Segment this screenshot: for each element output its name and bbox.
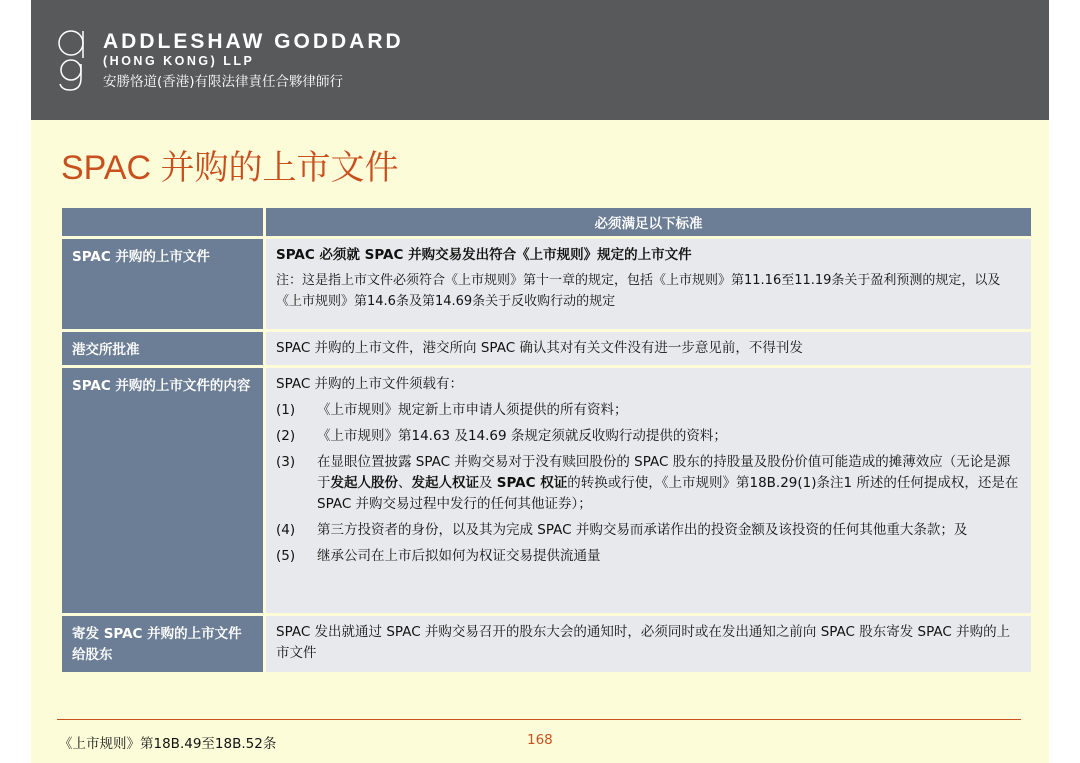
list-item [276,400,1021,421]
header-bar [31,0,1049,120]
row-content-document-contents [266,368,1031,613]
row-label-dispatch-to-shareholders: 寄发 SPAC 并购的上市文件给股东 [62,616,263,672]
firm-subtitle: (HONG KONG) LLP [103,54,255,68]
list-item-text-part: 及 [479,475,497,491]
page-title: SPAC 并购的上市文件 [61,149,399,187]
list-item-text-part: 在显眼位置披露 SPAC 并购交易对于没有赎回股份的 SPAC 股东的持股量及股份价值可能造成的摊薄效应（无论是源于 [317,454,1011,491]
row-content-dispatch-to-shareholders: SPAC 发出就通过 SPAC 并购交易召开的股东大会的通知时，必须同时或在发出通知之前向 SPAC 股东寄发 SPAC 并购的上市文件 [266,616,1031,672]
row-content-listing-document [266,239,1031,329]
list-item [276,426,1021,447]
bold-term-promoter-shares: 发起人股份 [330,475,398,491]
table-header-empty [62,208,263,236]
list-item [276,546,1021,567]
list-item-number: (3) [276,454,296,470]
list-item-number: (4) [276,522,296,538]
list-item-text: 《上市规则》第14.63 及14.69 条规定须就反收购行动提供的资料； [317,428,727,444]
footer-rule-reference: 《上市规则》第18B.49至18B.52条 [59,736,277,752]
bold-term-promoter-warrants: 发起人权证 [411,475,479,491]
row-content-exchange-approval: SPAC 并购的上市文件，港交所向 SPAC 确认其对有关文件没有进一步意见前，不得刊发 [266,332,1031,365]
list-item-text: 《上市规则》规定新上市申请人须提供的所有资料； [317,402,628,418]
list-item-number: (1) [276,402,296,418]
row-note-text: 注：这是指上市文件必须符合《上市规则》第十一章的规定，包括《上市规则》第11.16至11.19条关于盈利预测的规定，以及《上市规则》第14.6条及第14.69条关于反收购行动的规定 [276,273,1001,309]
row-label-listing-document: SPAC 并购的上市文件 [62,239,263,329]
list-item-text [317,452,1021,515]
table-header: 必须满足以下标准 [266,208,1031,236]
list-item-number: (2) [276,428,296,444]
list-item-text: 继承公司在上市后拟如何为权证交易提供流通量 [317,548,601,564]
list-item [276,452,1021,515]
firm-chinese-name: 安勝恪道(香港)有限法律責任合夥律師行 [103,74,344,90]
page-number: 168 [527,732,553,748]
firm-name: ADDLESHAW GODDARD [103,30,404,53]
list-item-number: (5) [276,548,296,564]
row-label-document-contents: SPAC 并购的上市文件的内容 [62,368,263,613]
criteria-table [62,208,1031,672]
ag-logo-icon [57,26,87,92]
row-label-exchange-approval: 港交所批准 [62,332,263,365]
slide [31,0,1049,763]
list-item-text-part: 、 [398,475,412,491]
footer-divider [57,719,1021,720]
row-main-text: SPAC 并购的上市文件须载有： [276,376,464,392]
row-main-text: SPAC 必须就 SPAC 并购交易发出符合《上市规则》规定的上市文件 [276,247,692,263]
list-item [276,520,1021,541]
list-item-text: 第三方投资者的身份，以及其为完成 SPAC 并购交易而承诺作出的投资金额及该投资的任何其他重大条款；及 [317,522,968,538]
list-item-text-part: 的转换或行使，《上市规则》第18B.29(1)条注1 所述的任何提成权，还是在 SPAC 并购交易过程中发行的任何其他证券）； [317,475,1019,512]
bold-term-spac-warrants: SPAC 权证 [496,475,568,491]
